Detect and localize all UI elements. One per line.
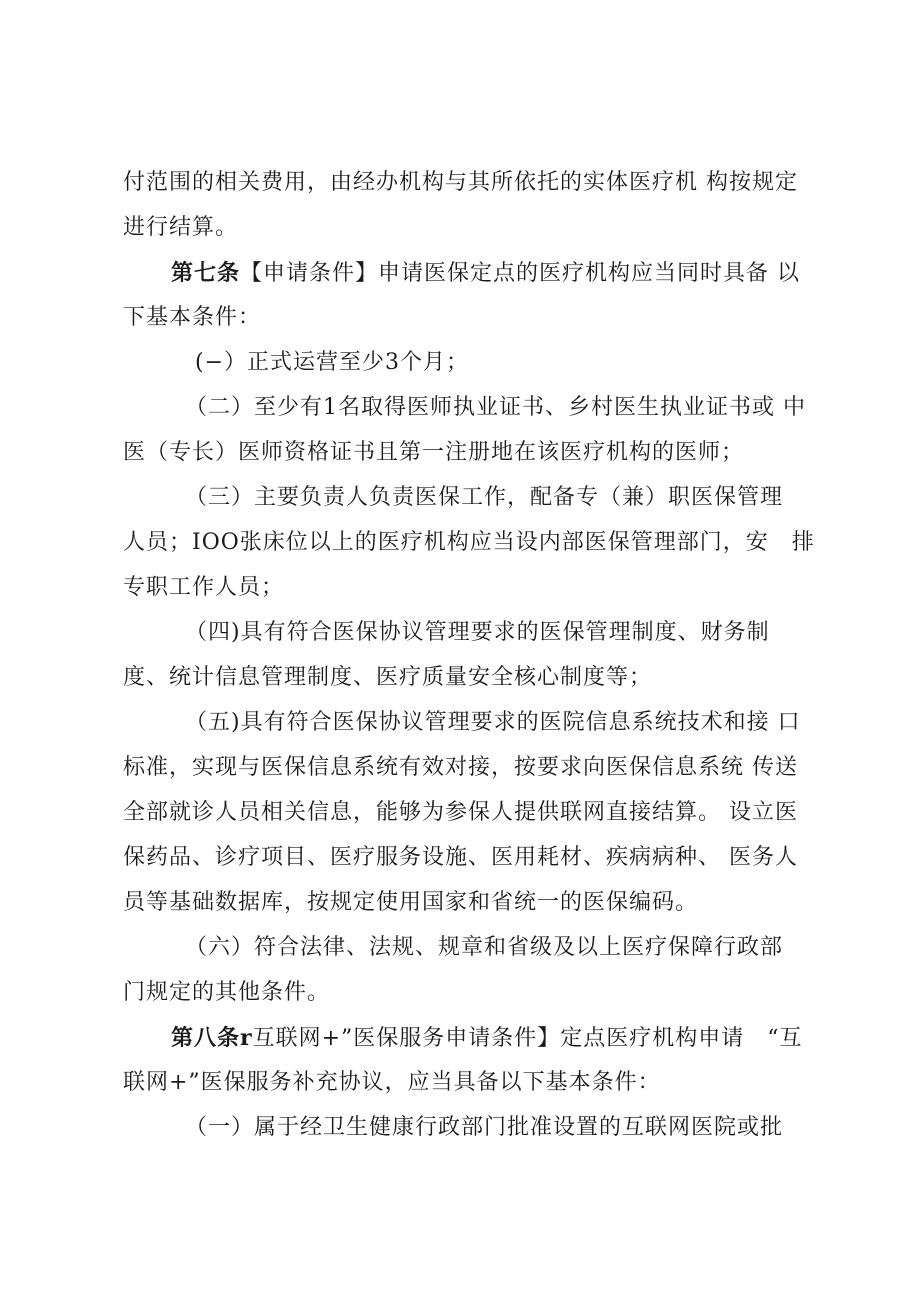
text-line: （三）主要负责人负责医保工作，配备专（兼）职医保管理 xyxy=(185,485,784,510)
article-7-text: 【申请条件】申请医保定点的医疗机构应当同时具备 以 xyxy=(240,261,801,286)
text-line: 联网+”医保服务补充协议，应当具备以下基本条件： xyxy=(123,1070,661,1095)
text-line: 保药品、诊疗项目、医疗服务设施、医用耗材、疾病病种、 医务人 xyxy=(123,845,798,870)
text-line: 医（专长）医师资格证书且第一注册地在该医疗机构的医师； xyxy=(123,440,745,465)
text-line: 进行结算。 xyxy=(123,215,239,240)
article-8-first-line xyxy=(171,1023,803,1054)
text-line: 标准，实现与医保信息系统有效对接，按要求向医保信息系统 传送 xyxy=(123,755,798,780)
text-line: 度、统计信息管理制度、医疗质量安全核心制度等； xyxy=(123,665,653,690)
text-line: （六）符合法律、法规、规章和省级及以上医疗保障行政部 xyxy=(185,935,784,960)
article-7-heading: 第七条 xyxy=(171,260,241,286)
text-line: 员等基础数据库，按规定使用国家和省统一的医保编码。 xyxy=(123,890,699,915)
text-line: 全部就诊人员相关信息，能够为参保人提供联网直接结算。 设立医 xyxy=(123,800,798,825)
article-8-heading: 第八条r xyxy=(171,1025,253,1051)
text-line: （四)具有符合医保协议管理要求的医保管理制度、财务制 xyxy=(185,620,770,645)
text-line: (−）正式运营至少3个月； xyxy=(195,350,470,375)
text-line: （二）至少有1名取得医师执业证书、乡村医生执业证书或 中 xyxy=(185,395,806,420)
text-line: （五)具有符合医保协议管理要求的医院信息系统技术和接 口 xyxy=(185,710,801,735)
text-line: 专职工作人员； xyxy=(123,575,285,600)
article-7-first-line xyxy=(171,258,800,289)
text-line: （一）属于经卫生健康行政部门批准设置的互联网医院或批 xyxy=(185,1115,784,1140)
text-line: 下基本条件： xyxy=(123,305,262,330)
text-line: 门规定的其他条件。 xyxy=(123,980,331,1005)
article-8-text: 互联网+”医保服务申请条件】定点医疗机构申请 “互 xyxy=(252,1026,803,1051)
text-line: 付范围的相关费用，由经办机构与其所依托的实体医疗机 构按规定 xyxy=(123,170,798,195)
text-line: 人员；IOO张床位以上的医疗机构应当设内部医保管理部门，安 排 xyxy=(123,530,815,555)
